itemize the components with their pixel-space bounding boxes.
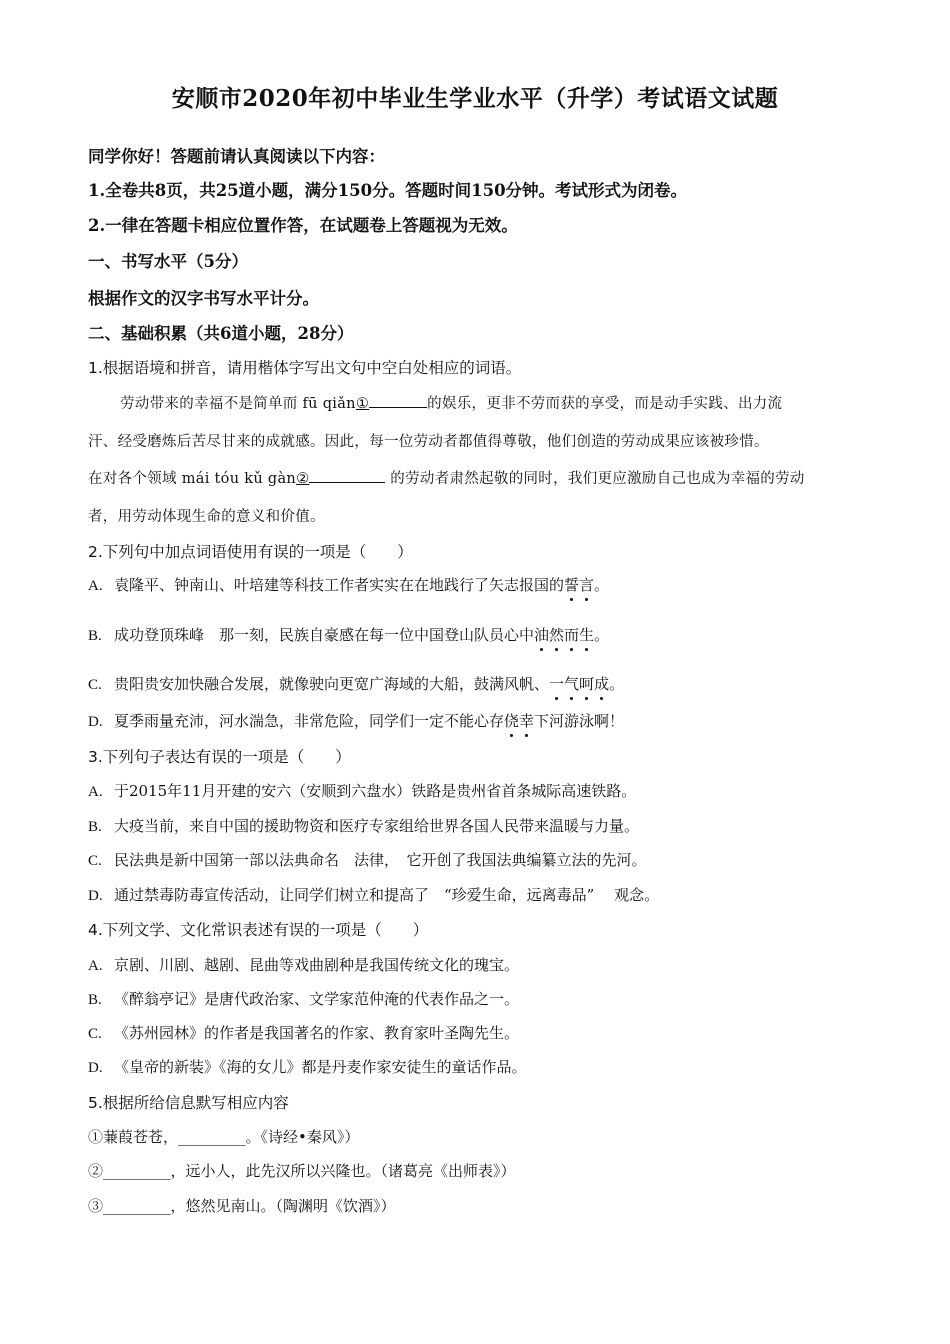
dotted-word [534,626,594,644]
option-letter: A. [88,958,103,974]
option-letter: B. [88,628,102,644]
recite-blank: _________ [103,1197,171,1215]
q1-passage-text: 的娱乐，更非不劳而获的享受，而是动手实践、出力流 [427,396,783,412]
option-text: 大疫当前，来自中国的援助物资和医疗专家组给世界各国人民带来温暖与力量。 [114,817,640,835]
option-text: 成功登顶珠峰 那一刻，民族自豪感在每一位中国登山队员心中 [114,626,535,644]
recite-text: ，悠然见南山。（陶渊明《饮酒》） [170,1197,396,1215]
option-text-end: 。 [594,626,610,644]
recite-text: ，远小人，此先汉所以兴隆也。（诸葛亮《出师表》） [170,1162,516,1180]
q1-blank-1 [369,392,427,408]
option-text: 《苏州园林》的作者是我国著名的作家、教育家叶圣陶先生。 [114,1024,520,1042]
option-letter: C. [88,853,102,869]
option-text: 于2015年11月开建的安六（安顺到六盘水）铁路是贵州省首条城际高速铁路。 [114,782,637,800]
recite-text: ③ [88,1197,104,1215]
option-text-end: 。 [594,576,610,594]
q1-blank-marker-1: ① [355,396,370,412]
option-text-end: 。 [609,675,625,693]
option-letter: D. [88,888,103,904]
dotted-word [549,675,609,693]
q3-option-d [88,884,659,905]
q1-passage-line-4: 者，用劳动体现生命的意义和价值。 [88,509,325,525]
dotted-char: 而 [564,626,580,644]
q4-option-c [88,1022,519,1043]
option-text-end: 下河游泳啊！ [534,712,625,730]
option-text: 《醉翁亭记》是唐代政治家、文学家范仲淹的代表作品之一。 [114,990,520,1008]
notice-item-1: 1.全卷共8页，共25道小题，满分150分。答题时间150分钟。考试形式为闭卷。 [88,181,688,200]
dotted-char: 气 [564,675,580,693]
q3-option-c [88,849,647,870]
q1-passage-line-3 [88,467,805,488]
q1-passage-line-2: 汗、经受磨炼后苦尽甘来的成就感。因此，每一位劳动者都值得尊敬，他们创造的劳动成果应该被珍惜。 [88,434,769,450]
dotted-char: 油 [534,626,550,644]
option-text: 京剧、川剧、越剧、昆曲等戏曲剧种是我国传统文化的瑰宝。 [114,956,520,974]
dotted-char: 誓 [564,576,580,594]
recite-blank: _________ [103,1162,171,1180]
q3-option-b [88,815,639,836]
option-letter: A. [88,578,103,594]
section-1-desc: 根据作文的汉字书写水平计分。 [88,289,319,308]
option-letter: D. [88,1060,103,1076]
q3-stem: 3.下列句子表达有误的一项是（ ） [88,748,351,766]
option-text: 袁隆平、钟南山、叶培建等科技工作者实实在在地践行了矢志报国的 [114,576,565,594]
section-2-heading: 二、基础积累（共6道小题，28分） [88,324,354,343]
q1-blank-marker-2: ② [296,471,310,487]
dotted-char: 言 [579,576,595,594]
q3-option-a [88,780,636,801]
q1-blank-2 [309,467,385,483]
section-1-heading: 一、书写水平（5分） [88,252,248,271]
option-letter: B. [88,819,102,835]
dotted-char: 呵 [579,675,595,693]
q4-option-a [88,954,519,975]
recite-text: ② [88,1162,104,1180]
dotted-word [564,576,594,594]
q5-item-2 [88,1160,516,1181]
dotted-char: 成 [594,675,610,693]
option-letter: D. [88,714,103,730]
q2-option-d [88,710,624,731]
q2-stem: 2.下列句中加点词语使用有误的一项是（ ） [88,543,413,561]
q1-passage-line-1 [120,392,782,413]
dotted-char: 侥 [504,712,520,730]
notice-greeting: 同学你好！答题前请认真阅读以下内容： [88,147,385,166]
dotted-char: 一 [549,675,565,693]
dotted-char: 生 [579,626,595,644]
q2-option-c [88,673,624,694]
q1-stem: 1.根据语境和拼音，请用楷体字写出文句中空白处相应的词语。 [88,359,522,377]
recite-text: ①蒹葭苍苍， [88,1128,179,1146]
option-text: 夏季雨量充沛，河水湍急，非常危险，同学们一定不能心存 [114,712,505,730]
q4-option-d [88,1056,527,1077]
recite-text: 。《诗经•秦风》） [245,1128,360,1146]
dotted-char: 然 [549,626,565,644]
option-letter: A. [88,784,103,800]
exam-title: 安顺市2020年初中毕业生学业水平（升学）考试语文试题 [171,85,779,112]
q4-stem: 4.下列文学、文化常识表述有误的一项是（ ） [88,921,429,939]
q1-passage-text: 劳动带来的幸福不是简单而 fū qiǎn [120,396,356,412]
q5-item-3 [88,1195,396,1216]
dotted-word [504,712,534,730]
option-letter: C. [88,1026,102,1042]
option-text: 《皇帝的新装》《海的女儿》都是丹麦作家安徒生的童话作品。 [114,1058,527,1076]
q1-passage-text: 的劳动者肃然起敬的同时，我们更应激励自己也成为幸福的劳动 [390,471,805,487]
recite-blank: _________ [178,1128,246,1146]
option-text: 通过禁毒防毒宣传活动，让同学们树立和提高了 “珍爱生命，远离毒品” 观念。 [114,886,660,904]
q5-stem: 5.根据所给信息默写相应内容 [88,1094,289,1112]
option-text: 民法典是新中国第一部以法典命名 法律， 它开创了我国法典编纂立法的先河。 [114,851,647,869]
notice-item-2: 2.一律在答题卡相应位置作答，在试题卷上答题视为无效。 [88,216,518,235]
q2-option-a [88,574,609,595]
q2-option-b [88,624,609,645]
dotted-char: 幸 [519,712,535,730]
q4-option-b [88,988,519,1009]
q1-passage-text: 在对各个领域 mái tóu kǔ gàn [88,471,297,487]
option-letter: B. [88,992,102,1008]
option-letter: C. [88,677,102,693]
q5-item-1 [88,1126,359,1147]
option-text: 贵阳贵安加快融合发展，就像驶向更宽广海域的大船，鼓满风帆、 [114,675,550,693]
